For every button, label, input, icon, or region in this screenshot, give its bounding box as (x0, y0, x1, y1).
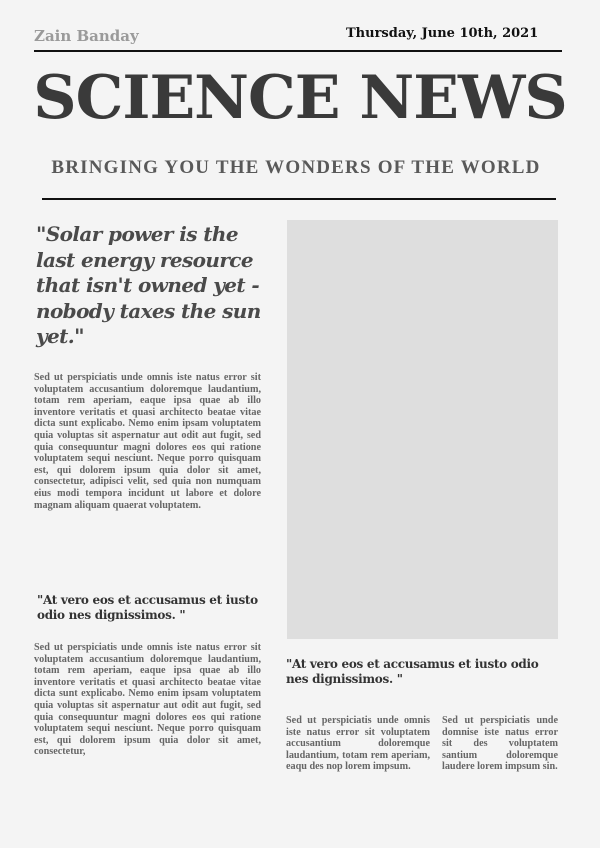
article-paragraph-1: Sed ut perspiciatis unde omnis iste natus error sit voluptatem accusantium doloremque laudantium, totam rem aperiam, eaque ipsa quae ab illo inventore veritatis et quasi architecto beatae vitae dicta sunt explicabo. Nemo enim ipsam voluptatem quia voluptas sit aspernatur aut odit aut fugit, sed quia consequuntur magni dolores eos qui ratione voluptatem sequi nesciunt. Neque porro quisquam est, qui dolorem ipsum quia dolor sit amet, consectetur, adipisci velit, sed quia non numquam eius modi tempora incidunt ut labore et dolore magnam aliquam quaerat voluptatem. (34, 372, 261, 511)
masthead-title: SCIENCE NEWS (33, 63, 567, 133)
issue-date: Thursday, June 10th, 2021 (346, 26, 539, 41)
article-paragraph-2: Sed ut perspiciatis unde omnis iste natus error sit voluptatem accusantium doloremque laudantium, totam rem aperiam, eaque ipsa quae ab illo inventore veritatis et quasi architecto beatae vitae dicta sunt explicabo. Nemo enim ipsam voluptatem quia voluptas sit aspernatur aut odit aut fugit, sed quia consequuntur magni dolores eos qui ratione voluptatem sequi nesciunt. Neque porro quisquam est, qui dolorem ipsum quia dolor sit amet, consectetur, (34, 642, 261, 758)
right-sub-quote: "At vero eos et accusamus et iusto odio nes dignissimos. " (286, 657, 539, 686)
image-placeholder (287, 220, 558, 639)
left-sub-quote: "At vero eos et accusamus et iusto odio nes dignissimos. " (37, 593, 258, 622)
author-name: Zain Banday (34, 27, 139, 45)
masthead-divider (42, 198, 556, 200)
top-divider (34, 50, 562, 52)
right-paragraph-a: Sed ut perspiciatis unde omnis iste natus error sit voluptatem accusantium doloremque laudantium, totam rem aperiam, eaqu des nop lorem impsum. (286, 715, 430, 773)
right-paragraph-b: Sed ut perspiciatis unde domnise iste natus error sit des voluptatem santium doloremque laudere lorem impsum sin. (442, 715, 558, 773)
masthead-tagline: BRINGING YOU THE WONDERS OF THE WORLD (51, 157, 541, 178)
pull-quote: "Solar power is the last energy resource that isn't owned yet - nobody taxes the sun yet." (36, 222, 261, 348)
